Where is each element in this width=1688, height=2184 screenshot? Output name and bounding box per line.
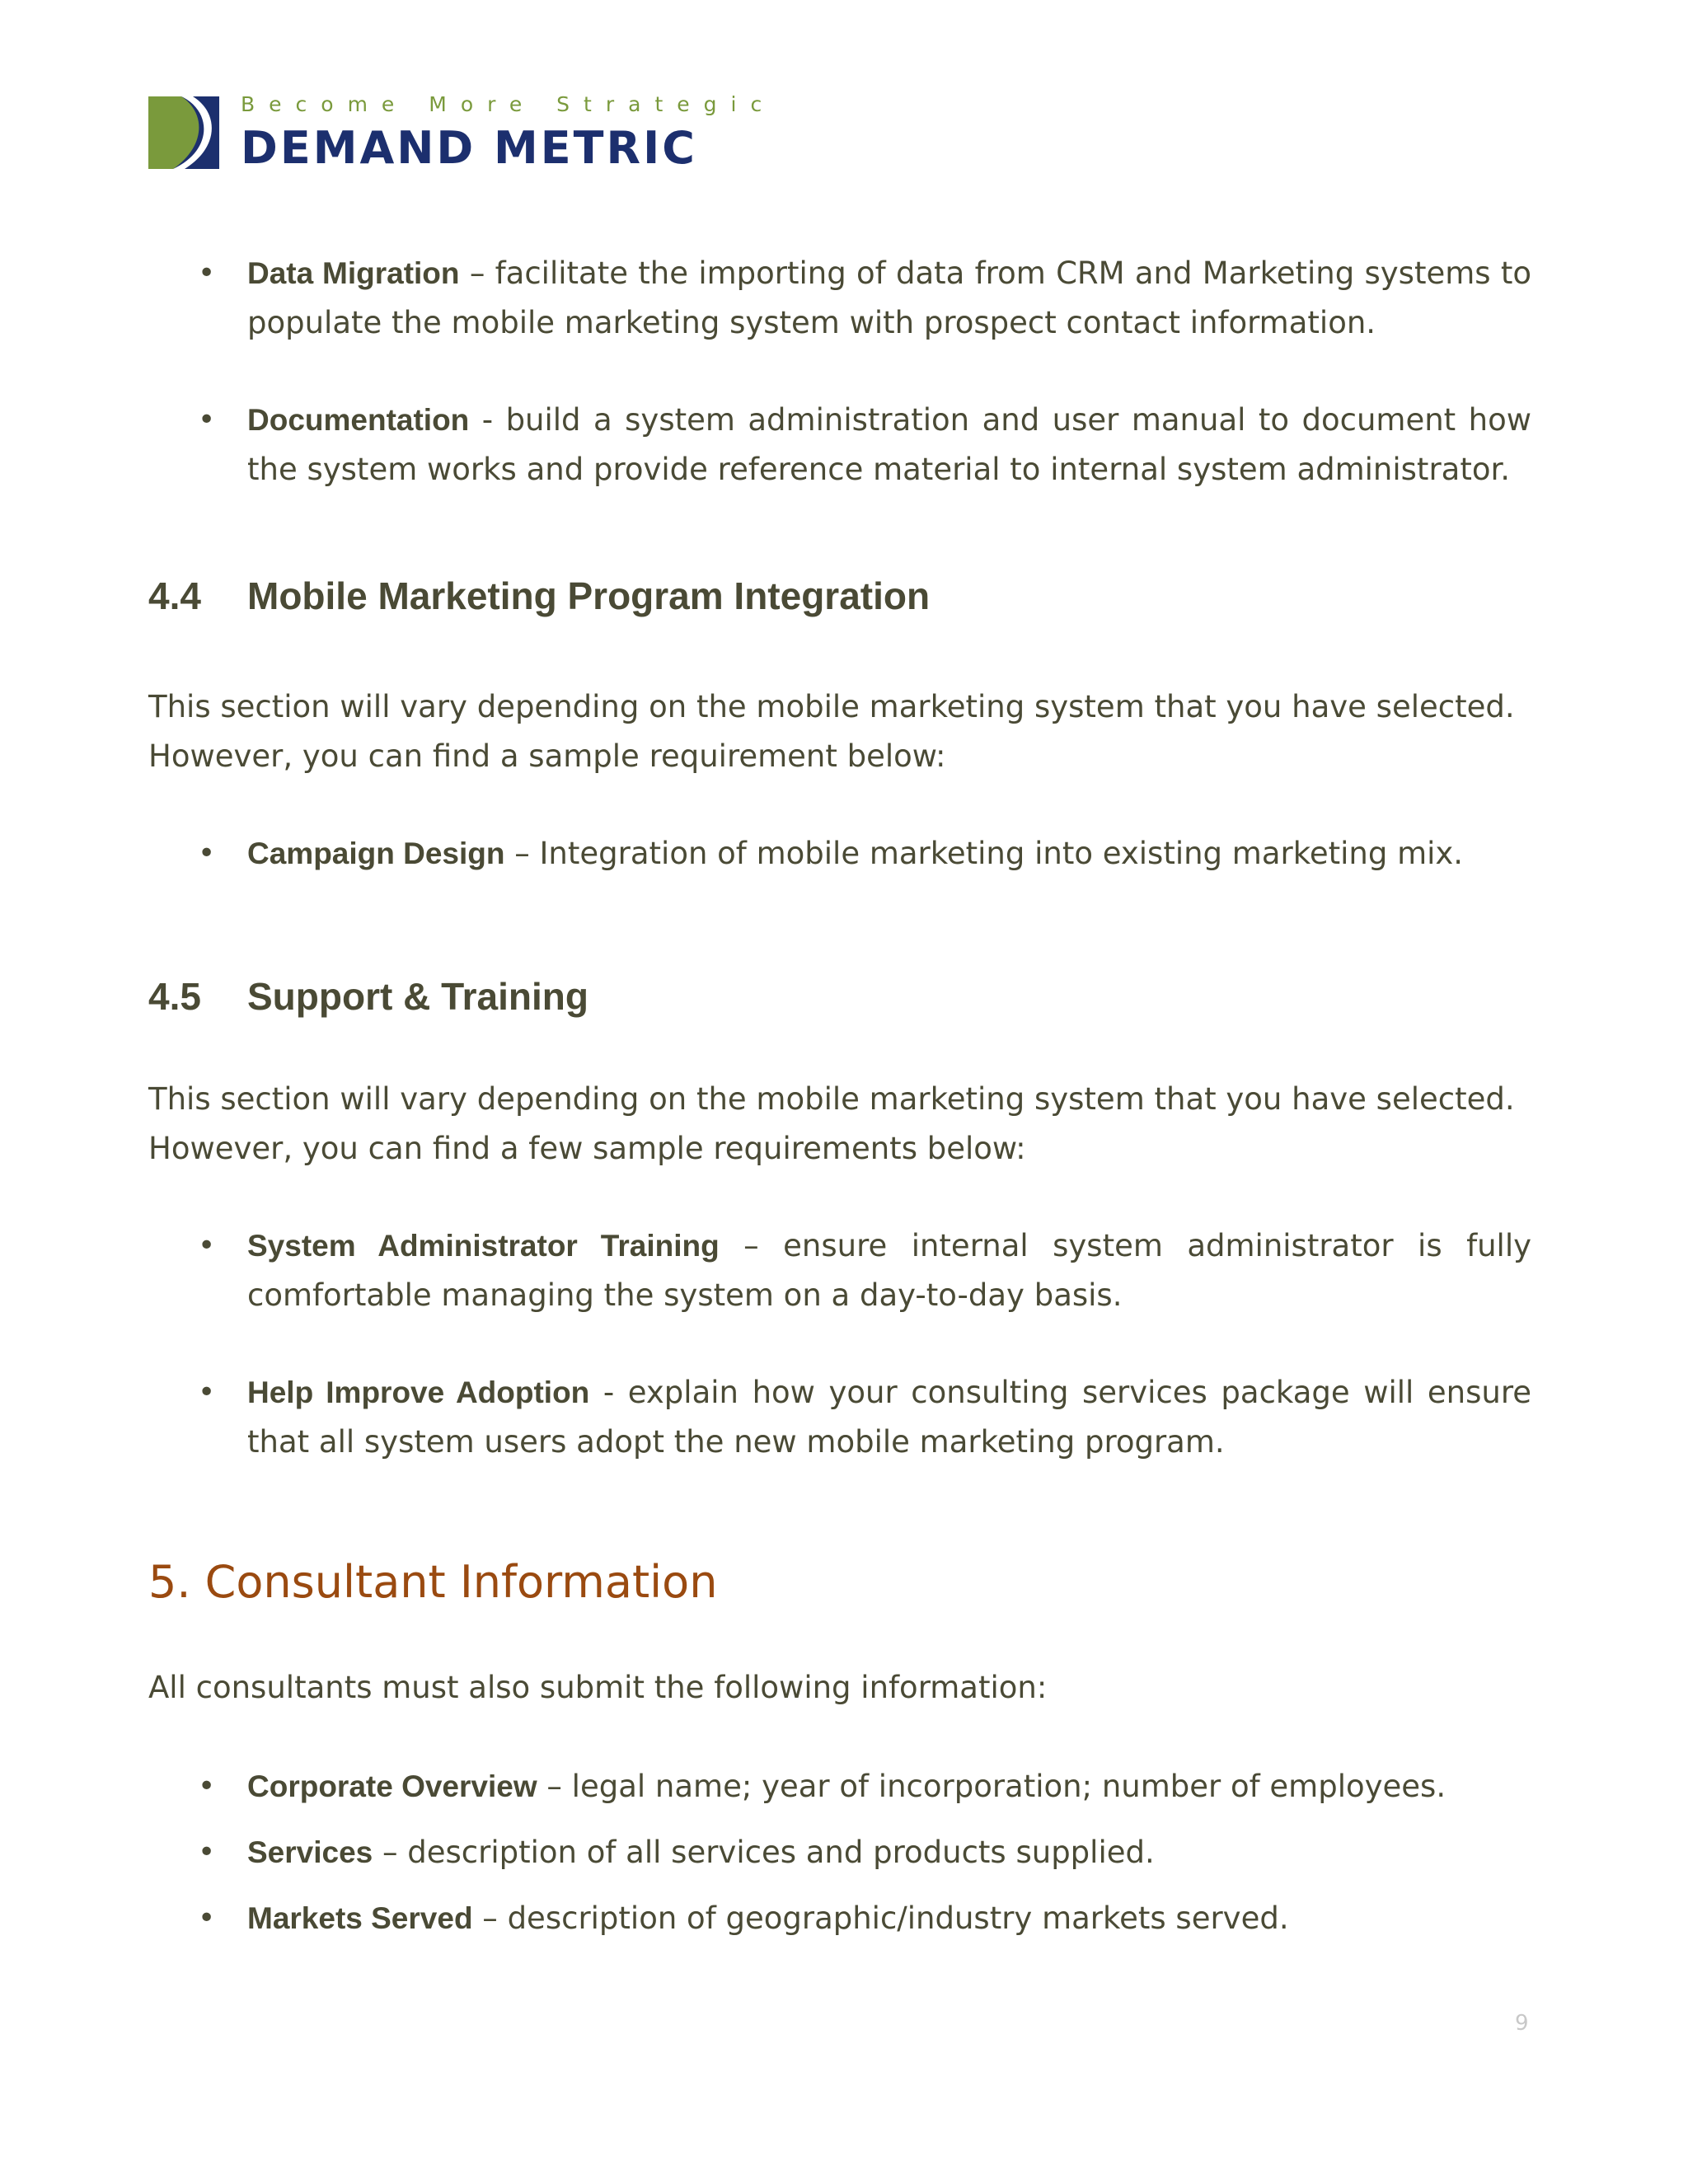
bullet-description: – ensure internal system administrator is fully comfortable managing the system on a day-to-day basis. — [247, 1228, 1532, 1313]
bullet-description: – legal name; year of incorporation; number of employees. — [537, 1769, 1447, 1804]
bullet-description: - build a system administration and user manual to document how the system works and provide reference material to internal system administrator. — [247, 402, 1531, 487]
bullet-description: – description of all services and products supplied. — [373, 1835, 1155, 1870]
bullet-marker: • — [198, 1376, 216, 1409]
list-item — [247, 1894, 1531, 1943]
list-item — [247, 1762, 1531, 1811]
list-item — [247, 1221, 1531, 1320]
logo-brand-name: DEMAND METRIC — [241, 122, 697, 174]
bullet-term: Campaign Design — [247, 837, 505, 870]
bullet-marker: • — [198, 1901, 216, 1935]
bullet-term: Documentation — [247, 403, 470, 437]
section-intro-paragraph: This section will vary depending on the mobile marketing system that you have selected. However, you can find a few sample requirements below: — [148, 1081, 1515, 1166]
bullet-marker: • — [198, 1769, 216, 1803]
section-title-5: 5. Consultant Information — [148, 1556, 718, 1608]
bullet-term: Help Improve Adoption — [247, 1376, 590, 1409]
bullet-marker: • — [198, 1835, 216, 1869]
logo-tagline: Become More Strategic — [241, 92, 776, 116]
bullet-term: Data Migration — [247, 256, 460, 290]
list-item — [247, 396, 1531, 494]
bullet-marker: • — [198, 1229, 216, 1263]
page-number: 9 — [1515, 2011, 1529, 2036]
bullet-term: System Administrator Training — [247, 1229, 720, 1263]
section-number: 4.5 — [148, 975, 201, 1018]
section-heading-title: Mobile Marketing Program Integration — [247, 574, 931, 617]
bullet-marker: • — [198, 837, 216, 870]
demand-metric-logo-mark-icon — [148, 96, 219, 169]
list-item — [247, 829, 1531, 879]
bullet-term: Corporate Overview — [247, 1769, 537, 1803]
section-intro-paragraph: This section will vary depending on the mobile marketing system that you have selected. However, you can find a sample requirement below: — [148, 689, 1515, 774]
bullet-description: - explain how your consulting services package will ensure that all system users adopt the new mobile marketing program. — [247, 1375, 1531, 1460]
bullet-description: – Integration of mobile marketing into existing marketing mix. — [504, 836, 1464, 871]
section-heading-4-5 — [148, 974, 588, 1019]
section-intro-paragraph: All consultants must also submit the following information: — [148, 1670, 1048, 1705]
demand-metric-logo — [148, 92, 808, 175]
bullet-term: Services — [247, 1835, 373, 1869]
section-heading-title: Support & Training — [247, 975, 588, 1018]
bullet-description: – description of geographic/industry markets served. — [472, 1900, 1289, 1936]
section-number: 4.4 — [148, 574, 201, 617]
list-item — [247, 1828, 1531, 1877]
bullet-marker: • — [198, 403, 216, 437]
bullet-marker: • — [198, 256, 216, 290]
list-item — [247, 249, 1531, 348]
section-heading-4-4 — [148, 574, 930, 618]
bullet-term: Markets Served — [247, 1901, 473, 1935]
list-item — [247, 1368, 1531, 1467]
bullet-description: – facilitate the importing of data from CRM and Marketing systems to populate the mobile marketing system with prospect contact information. — [247, 255, 1531, 340]
